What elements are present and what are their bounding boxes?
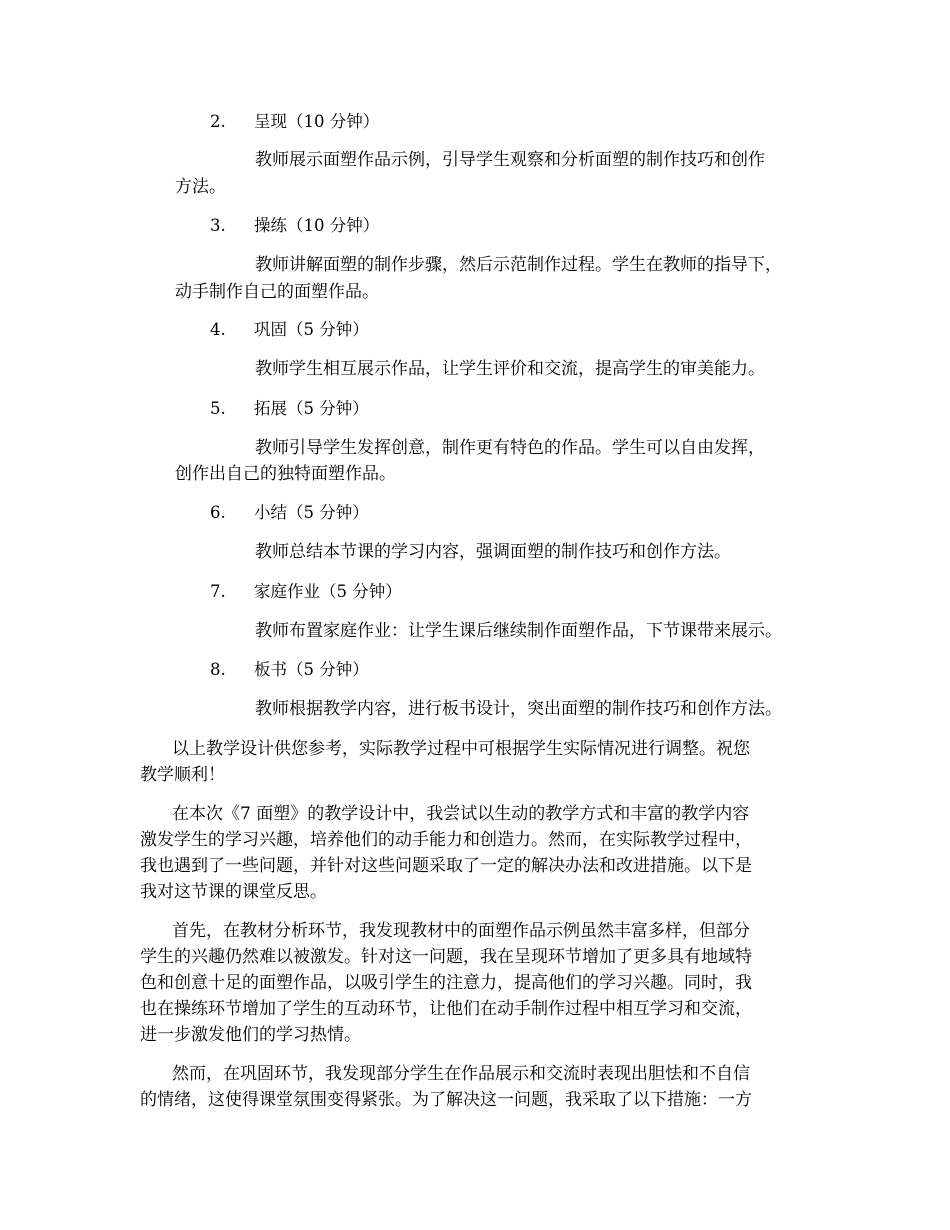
paragraph-line: 首先，在教材分析环节，我发现教材中的面塑作品示例虽然丰富多样，但部分 bbox=[172, 921, 750, 941]
section-heading bbox=[210, 501, 369, 525]
section-heading bbox=[210, 580, 402, 604]
paragraph-line: 的情绪，这使得课堂氛围变得紧张。为了解决这一问题，我采取了以下措施：一方 bbox=[140, 1090, 752, 1110]
paragraph-line: 以上教学设计供您参考，实际教学过程中可根据学生实际情况进行调整。祝您 bbox=[172, 739, 750, 759]
section-text: 教师总结本节课的学习内容，强调面塑的制作技巧和创作方法。 bbox=[255, 542, 731, 562]
paragraph-line: 学生的兴趣仍然难以被激发。针对这一问题，我在呈现环节增加了更多具有地域特 bbox=[140, 947, 752, 967]
section-number: 4. bbox=[210, 320, 226, 339]
section-heading bbox=[210, 397, 369, 421]
section-title: 拓展（5 分钟） bbox=[254, 399, 369, 418]
section-heading bbox=[210, 110, 379, 134]
paragraph-line: 激发学生的学习兴趣，培养他们的动手能力和创造力。然而，在实际教学过程中， bbox=[140, 830, 752, 850]
section-text: 教师根据教学内容，进行板书设计，突出面塑的制作技巧和创作方法。 bbox=[255, 699, 782, 719]
paragraph-line: 进一步激发他们的学习热情。 bbox=[140, 1025, 361, 1045]
section-title: 家庭作业（5 分钟） bbox=[254, 582, 402, 601]
section-text: 教师讲解面塑的制作步骤，然后示范制作过程。学生在教师的指导下， bbox=[255, 255, 782, 275]
section-number: 7. bbox=[210, 582, 226, 601]
section-text: 教师展示面塑作品示例，引导学生观察和分析面塑的制作技巧和创作 bbox=[255, 150, 765, 170]
section-heading bbox=[210, 214, 379, 238]
section-number: 8. bbox=[210, 660, 226, 679]
section-number: 3. bbox=[210, 216, 226, 235]
section-text: 创作出自己的独特面塑作品。 bbox=[175, 464, 396, 484]
section-text: 教师引导学生发挥创意，制作更有特色的作品。学生可以自由发挥， bbox=[255, 438, 765, 458]
section-text: 动手制作自己的面塑作品。 bbox=[175, 282, 379, 302]
section-title: 操练（10 分钟） bbox=[254, 216, 380, 235]
section-title: 呈现（10 分钟） bbox=[254, 112, 380, 131]
section-title: 板书（5 分钟） bbox=[254, 660, 369, 679]
paragraph-line: 也在操练环节增加了学生的互动环节，让他们在动手制作过程中相互学习和交流， bbox=[140, 999, 752, 1019]
paragraph-line: 我对这节课的课堂反思。 bbox=[140, 882, 327, 902]
paragraph-line: 然而，在巩固环节，我发现部分学生在作品展示和交流时表现出胆怯和不自信 bbox=[172, 1064, 750, 1084]
section-text: 教师学生相互展示作品，让学生评价和交流，提高学生的审美能力。 bbox=[255, 359, 765, 379]
paragraph-line: 教学顺利！ bbox=[140, 765, 225, 785]
section-heading bbox=[210, 318, 369, 342]
section-number: 6. bbox=[210, 503, 226, 522]
section-title: 巩固（5 分钟） bbox=[254, 320, 369, 339]
section-text: 教师布置家庭作业：让学生课后继续制作面塑作品，下节课带来展示。 bbox=[255, 621, 782, 641]
section-title: 小结（5 分钟） bbox=[254, 503, 369, 522]
section-number: 5. bbox=[210, 399, 226, 418]
section-heading bbox=[210, 658, 369, 682]
section-text: 方法。 bbox=[175, 177, 226, 197]
paragraph-line: 我也遇到了一些问题，并针对这些问题采取了一定的解决办法和改进措施。以下是 bbox=[140, 856, 752, 876]
paragraph-line: 在本次《7 面塑》的教学设计中，我尝试以生动的教学方式和丰富的教学内容 bbox=[172, 804, 750, 824]
section-number: 2. bbox=[210, 112, 226, 131]
paragraph-line: 色和创意十足的面塑作品，以吸引学生的注意力，提高他们的学习兴趣。同时，我 bbox=[140, 973, 752, 993]
